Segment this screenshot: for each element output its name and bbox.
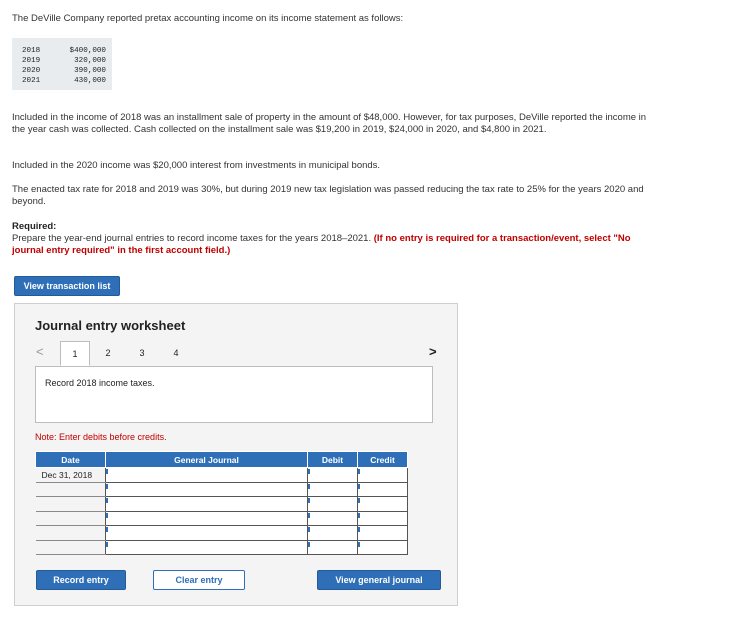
- journal-row: [36, 482, 408, 497]
- income-row: [22, 66, 108, 76]
- prev-arrow-icon[interactable]: <: [36, 344, 44, 359]
- income-amount: 430,000: [74, 77, 106, 85]
- income-row: [22, 56, 108, 66]
- tax-rate-text: The enacted tax rate for 2018 and 2019 was 30%, but during 2019 new tax legislation was passed reducing the tax rate to 25% for the years 2020 and beyond.: [12, 184, 644, 207]
- view-general-journal-button[interactable]: View general journal: [317, 570, 441, 590]
- income-row: [22, 76, 108, 86]
- journal-row: [36, 540, 408, 555]
- required-instructions: [12, 233, 652, 257]
- required-label: Required:: [12, 221, 57, 232]
- date-cell[interactable]: [36, 540, 106, 555]
- credit-input[interactable]: [358, 526, 408, 541]
- required-note: (If no entry is required for a transaction/event, select "No journal entry required" in the first account field.): [12, 233, 631, 256]
- general-journal-header: General Journal: [106, 452, 308, 468]
- credit-input[interactable]: [358, 511, 408, 526]
- date-header: Date: [36, 452, 106, 468]
- debit-input[interactable]: [308, 540, 358, 555]
- income-year: 2021: [22, 77, 41, 85]
- entry-description: Record 2018 income taxes.: [45, 378, 155, 388]
- tab-4[interactable]: 4: [173, 348, 179, 358]
- income-amount: $400,000: [69, 47, 106, 55]
- worksheet-title: Journal entry worksheet: [35, 318, 186, 333]
- date-cell[interactable]: [36, 482, 106, 497]
- date-cell[interactable]: [36, 526, 106, 541]
- pretax-income-table: [12, 38, 112, 90]
- tab-1[interactable]: 1: [60, 341, 90, 366]
- credit-input[interactable]: [358, 482, 408, 497]
- installment-sale-text: Included in the income of 2018 was an installment sale of property in the amount of $48,000. However, for tax purposes, DeVille reported the income in the year cash was collected. Cash collected on the installment sale was $19,200 in 2019, $24,000 in 2020, and $4,800 in 2021.: [12, 112, 647, 135]
- next-arrow-icon[interactable]: >: [429, 344, 437, 359]
- account-input[interactable]: [106, 526, 308, 541]
- debit-input[interactable]: [308, 511, 358, 526]
- intro-text: The DeVille Company reported pretax accounting income on its income statement as follows:: [12, 13, 404, 24]
- journal-row: [36, 497, 408, 512]
- debit-input[interactable]: [308, 497, 358, 512]
- entry-description-box: [35, 366, 433, 423]
- tab-3[interactable]: 3: [139, 348, 145, 358]
- required-text: Prepare the year-end journal entries to record income taxes for the years 2018–2021.: [12, 233, 374, 244]
- journal-row: [36, 526, 408, 541]
- journal-row: [36, 468, 408, 483]
- credit-input[interactable]: [358, 468, 408, 483]
- account-input[interactable]: [106, 497, 308, 512]
- debit-input[interactable]: [308, 526, 358, 541]
- journal-table: [35, 451, 408, 555]
- journal-row: [36, 511, 408, 526]
- income-amount: 390,000: [74, 67, 106, 75]
- debit-input[interactable]: [308, 468, 358, 483]
- credit-input[interactable]: [358, 540, 408, 555]
- credit-header: Credit: [358, 452, 408, 468]
- clear-entry-button[interactable]: Clear entry: [153, 570, 245, 590]
- municipal-bonds-text: Included in the 2020 income was $20,000 interest from investments in municipal bonds.: [12, 160, 381, 171]
- record-entry-button[interactable]: Record entry: [36, 570, 126, 590]
- credit-input[interactable]: [358, 497, 408, 512]
- account-input[interactable]: [106, 511, 308, 526]
- account-input[interactable]: [106, 468, 308, 483]
- account-input[interactable]: [106, 482, 308, 497]
- date-cell[interactable]: [36, 511, 106, 526]
- debit-header: Debit: [308, 452, 358, 468]
- income-row: [22, 46, 108, 56]
- debits-credits-note: Note: Enter debits before credits.: [35, 432, 167, 442]
- date-cell[interactable]: [36, 497, 106, 512]
- account-input[interactable]: [106, 540, 308, 555]
- income-year: 2018: [22, 47, 41, 55]
- journal-entry-worksheet: [14, 303, 458, 606]
- journal-header-row: [36, 452, 408, 468]
- date-cell[interactable]: Dec 31, 2018: [36, 468, 106, 483]
- debit-input[interactable]: [308, 482, 358, 497]
- income-year: 2020: [22, 67, 41, 75]
- income-year: 2019: [22, 57, 41, 65]
- view-transaction-list-button[interactable]: View transaction list: [14, 276, 120, 296]
- income-amount: 320,000: [74, 57, 106, 65]
- tab-2[interactable]: 2: [105, 348, 111, 358]
